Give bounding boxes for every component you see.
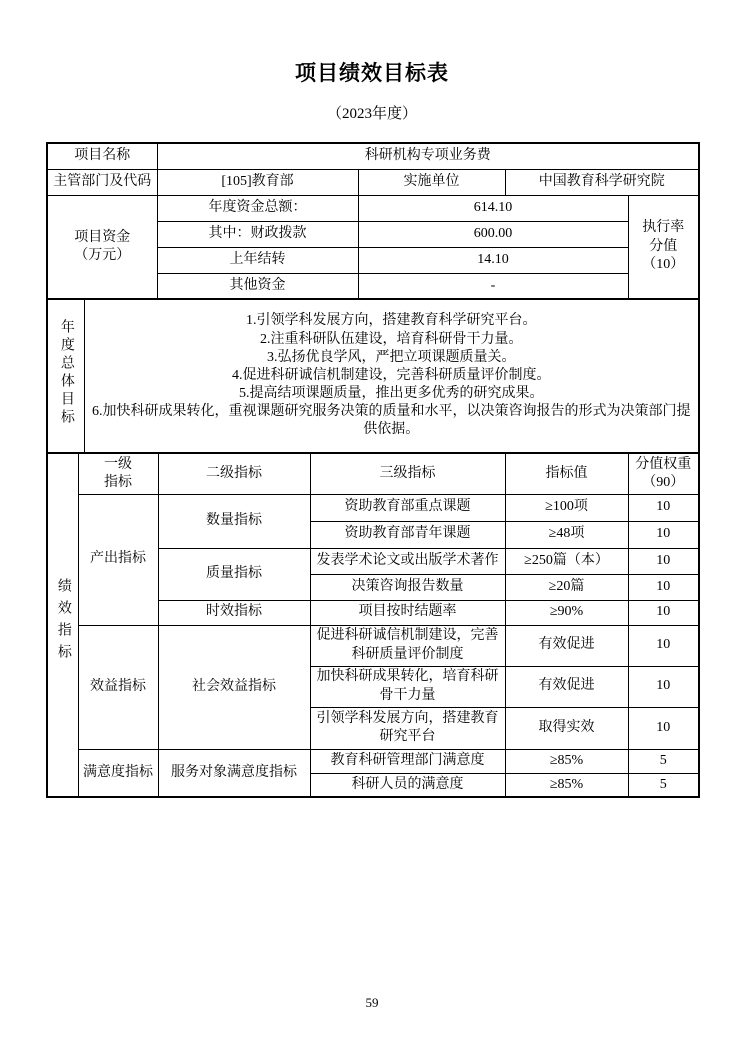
level3-indicator: 教育科研管理部门满意度 (310, 749, 505, 773)
indicator-value: ≥90% (505, 600, 628, 625)
indicator-value: ≥85% (505, 749, 628, 773)
level3-indicator: 促进科研诚信机制建设，完善科研质量评价制度 (310, 625, 505, 666)
level3-indicator: 项目按时结题率 (310, 600, 505, 625)
indicator-weight: 10 (628, 600, 699, 625)
indicator-row (47, 749, 699, 773)
funding-item-label: 年度资金总额： (157, 195, 358, 221)
execution-rate-score-label (628, 195, 699, 299)
annual-goals-row (47, 299, 699, 453)
implementing-unit-label: 实施单位 (358, 169, 505, 195)
funding-item-value: - (358, 273, 628, 299)
level1-output-indicators: 产出指标 (78, 494, 158, 625)
annual-goals-content (84, 299, 699, 453)
annual-goals-label (47, 299, 84, 453)
indicator-value: ≥100项 (505, 494, 628, 521)
execution-rate-line1: 执行率 (642, 220, 685, 236)
funding-item-value: 614.10 (358, 195, 628, 221)
implementing-unit-value: 中国教育科学研究院 (505, 169, 699, 195)
level2-quality-indicators: 质量指标 (158, 548, 310, 600)
level3-indicator: 资助教育部重点课题 (310, 494, 505, 521)
indicator-row (47, 494, 699, 521)
level3-indicator: 资助教育部青年课题 (310, 521, 505, 548)
header-level3: 三级指标 (310, 453, 505, 494)
indicator-value: ≥250篇（本） (505, 548, 628, 574)
level3-indicator: 发表学术论文或出版学术著作 (310, 548, 505, 574)
project-name-value: 科研机构专项业务费 (157, 143, 699, 169)
indicators-header-row (47, 453, 699, 494)
header-level1-line1: 一级 (104, 456, 132, 472)
funding-item-value: 14.10 (358, 247, 628, 273)
funding-section-label-line1: 项目资金 (74, 229, 131, 245)
indicator-value: 有效促进 (505, 625, 628, 666)
level3-indicator: 加快科研成果转化，培育科研骨干力量 (310, 666, 505, 707)
header-level1-line2: 指标 (104, 474, 132, 490)
goal-line-3: 3.弘扬优良学风，严把立项课题质量关。 (267, 349, 516, 365)
annual-goals-vertical-text: 年度总体目标 (58, 318, 74, 427)
page-subtitle: （2023年度） (326, 106, 417, 122)
indicator-weight: 10 (628, 625, 699, 666)
indicator-value: ≥85% (505, 773, 628, 797)
execution-rate-line3: （10） (642, 256, 685, 272)
funding-section-label (47, 195, 157, 299)
level2-service-target-satisfaction: 服务对象满意度指标 (158, 749, 310, 797)
level2-timeliness-indicators: 时效指标 (158, 600, 310, 625)
indicator-weight: 10 (628, 666, 699, 707)
project-name-label: 项目名称 (47, 143, 157, 169)
funding-item-label: 其他资金 (157, 273, 358, 299)
level2-quantity-indicators: 数量指标 (158, 494, 310, 548)
performance-indicators-table (46, 452, 700, 798)
header-weight-line1: 分值权重 (635, 456, 692, 472)
indicator-value: 有效促进 (505, 666, 628, 707)
page-title: 项目绩效目标表 (295, 62, 449, 85)
header-indicator-value: 指标值 (505, 453, 628, 494)
level3-indicator: 科研人员的满意度 (310, 773, 505, 797)
indicator-weight: 10 (628, 574, 699, 600)
indicator-row (47, 625, 699, 666)
indicator-weight: 10 (628, 548, 699, 574)
indicator-value: ≥48项 (505, 521, 628, 548)
level3-indicator: 决策咨询报告数量 (310, 574, 505, 600)
header-level1 (78, 453, 158, 494)
indicator-weight: 5 (628, 749, 699, 773)
indicator-weight: 5 (628, 773, 699, 797)
page-number: 59 (365, 995, 379, 1010)
department-value: [105]教育部 (157, 169, 358, 195)
indicator-weight: 10 (628, 494, 699, 521)
project-name-row (47, 143, 699, 169)
execution-rate-line2: 分值 (649, 238, 678, 254)
funding-item-value: 600.00 (358, 221, 628, 247)
level3-indicator: 引领学科发展方向，搭建教育研究平台 (310, 707, 505, 749)
performance-indicators-label (47, 453, 78, 797)
funding-item-label: 其中：财政拨款 (157, 221, 358, 247)
indicator-weight: 10 (628, 707, 699, 749)
funding-row (47, 195, 699, 221)
goal-line-2: 2.注重科研队伍建设，培育科研骨干力量。 (260, 331, 523, 347)
indicator-weight: 10 (628, 521, 699, 548)
level1-benefit-indicators: 效益指标 (78, 625, 158, 749)
header-weight-line2: （90） (642, 474, 685, 490)
performance-indicators-vertical-text: 绩效指标 (55, 577, 71, 666)
goal-line-4: 4.促进科研诚信机制建设，完善科研质量评价制度。 (232, 367, 551, 383)
header-weight (628, 453, 699, 494)
department-label: 主管部门及代码 (47, 169, 157, 195)
level2-social-benefit-indicators: 社会效益指标 (158, 625, 310, 749)
funding-section-label-line2: （万元） (74, 247, 131, 263)
goal-line-5: 5.提高结项课题质量，推出更多优秀的研究成果。 (239, 386, 544, 402)
header-level2: 二级指标 (158, 453, 310, 494)
goal-line-6: 6.加快科研成果转化，重视课题研究服务决策的质量和水平，以决策咨询报告的形式为决策部门提供依据。 (92, 404, 691, 438)
goal-line-1: 1.引领学科发展方向，搭建教育科学研究平台。 (246, 313, 537, 329)
info-funding-table (46, 142, 700, 300)
funding-item-label: 上年结转 (157, 247, 358, 273)
department-row (47, 169, 699, 195)
indicator-value: 取得实效 (505, 707, 628, 749)
annual-goals-table (46, 298, 700, 454)
level1-satisfaction-indicators: 满意度指标 (78, 749, 158, 797)
indicator-value: ≥20篇 (505, 574, 628, 600)
